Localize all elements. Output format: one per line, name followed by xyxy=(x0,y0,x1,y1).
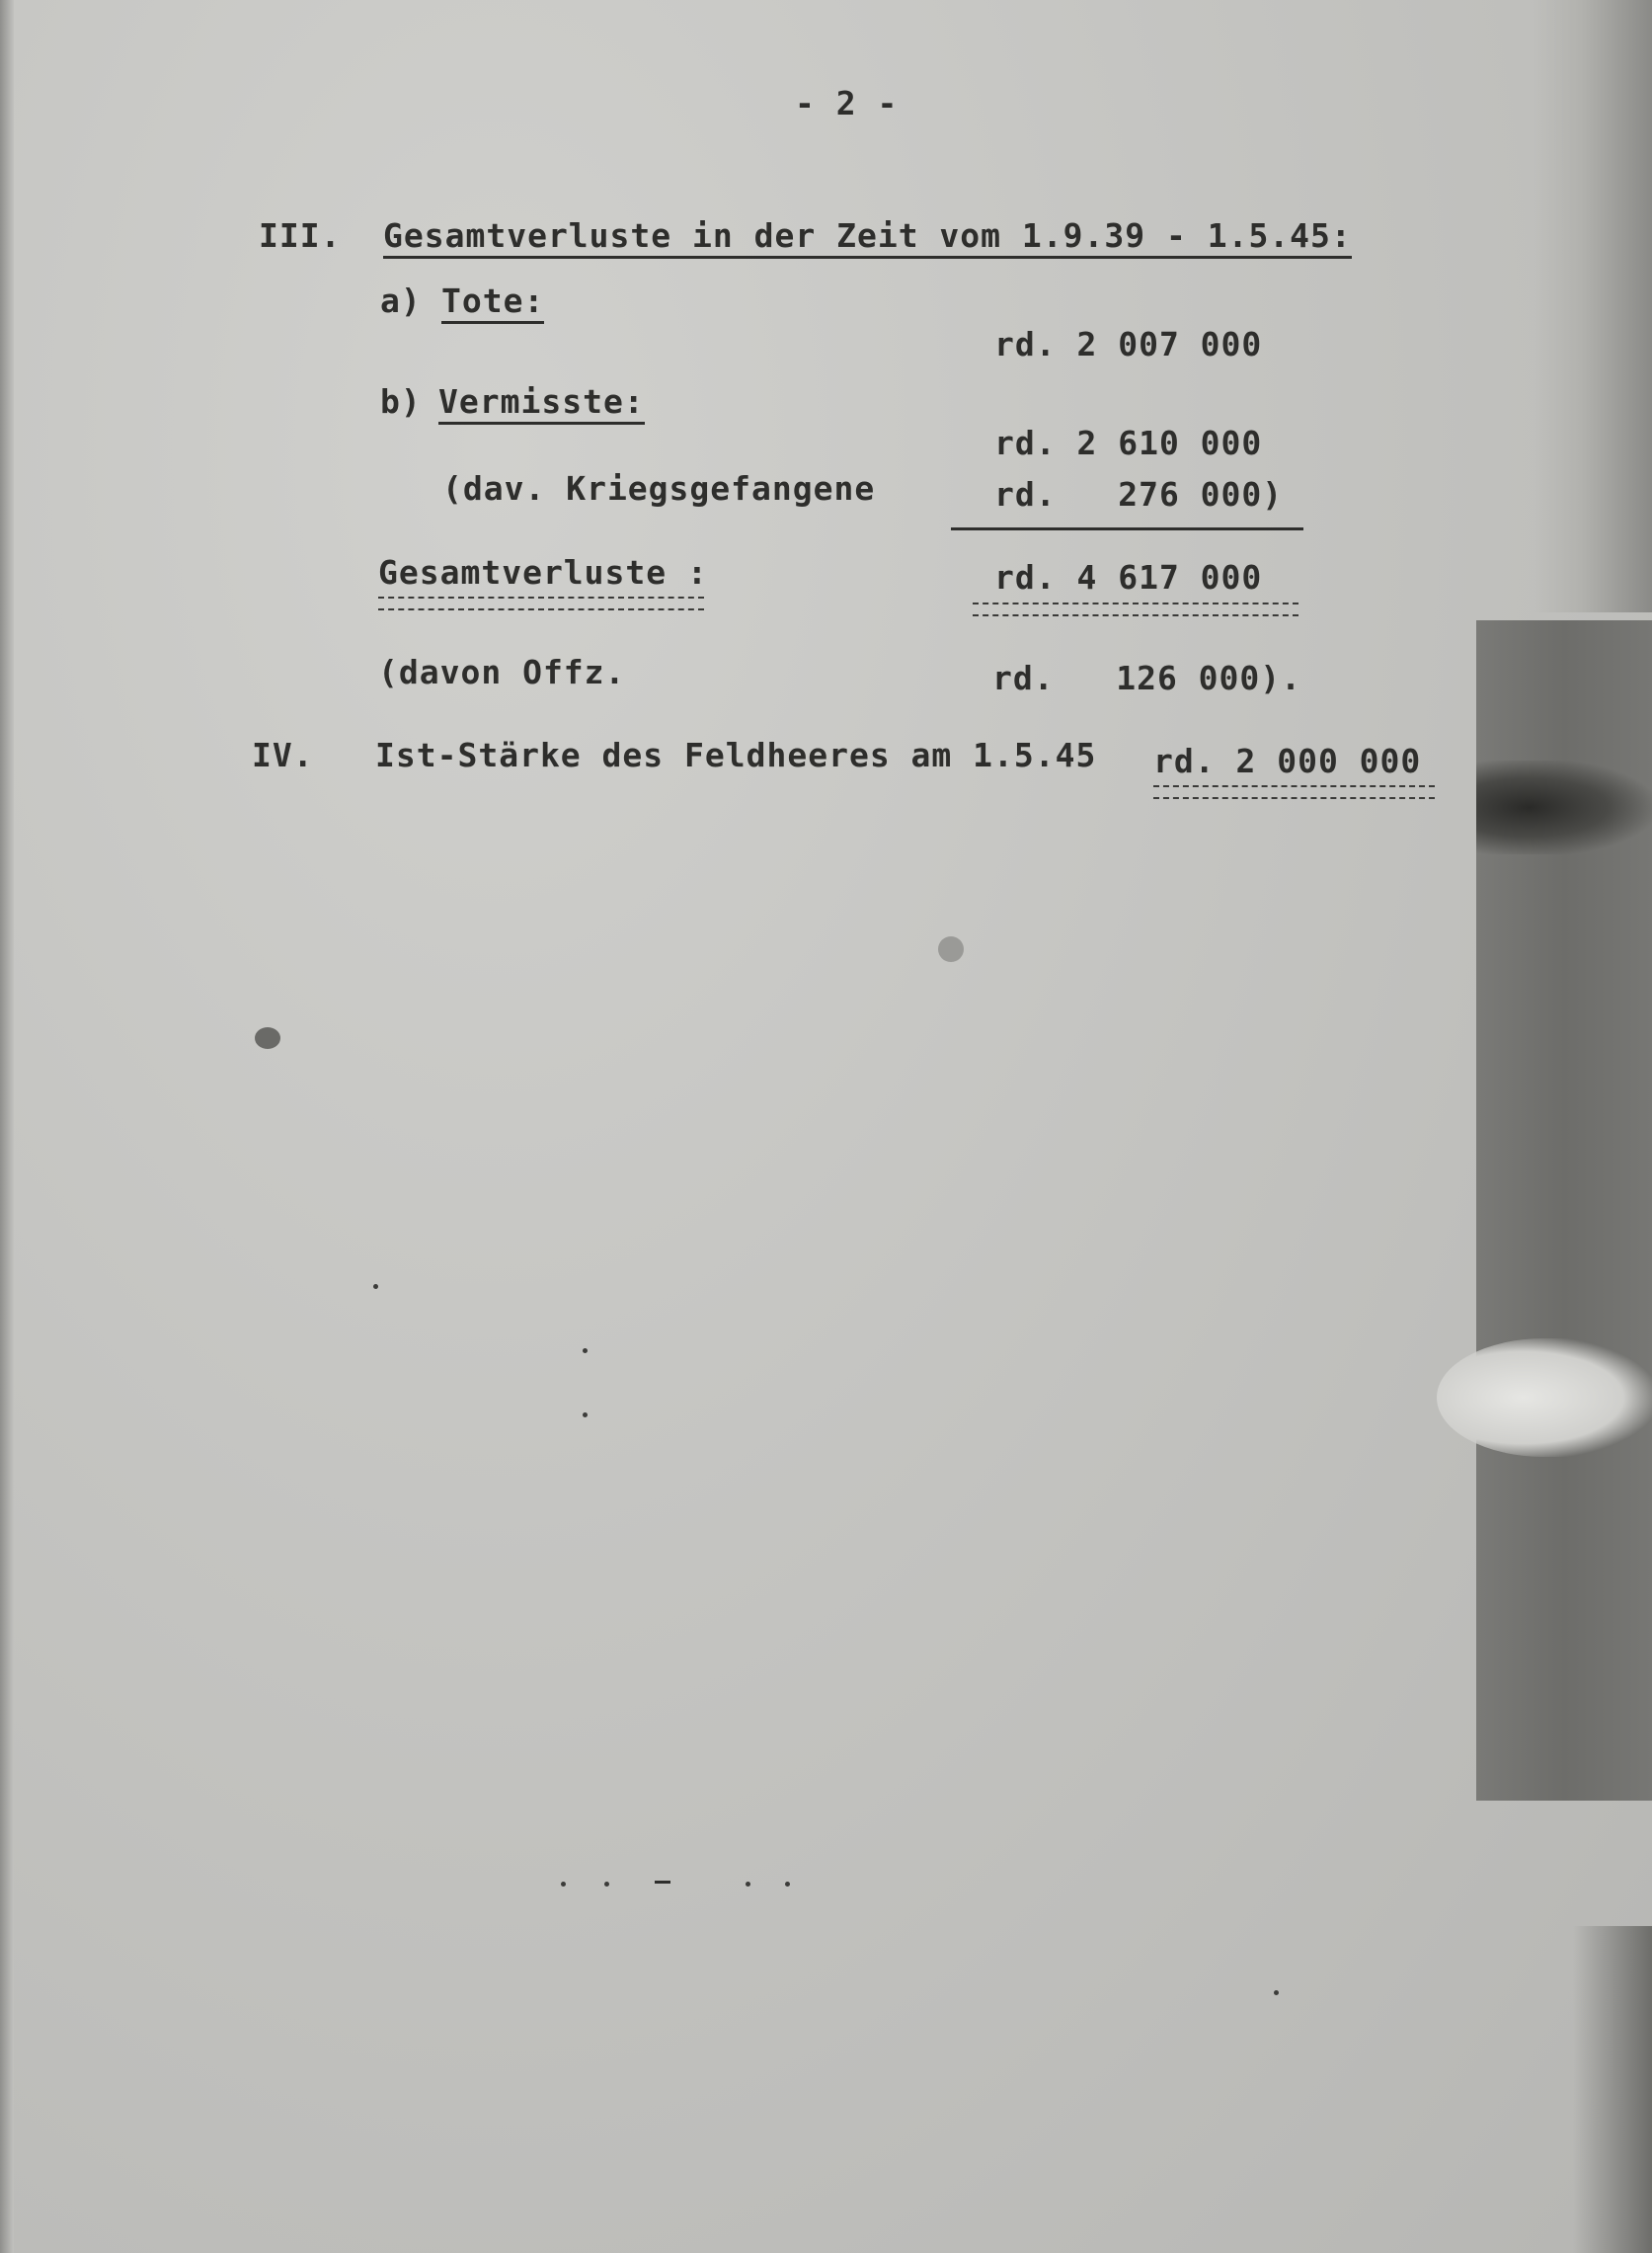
speck xyxy=(1274,1990,1279,1995)
pow-label: (dav. Kriegsgefangene xyxy=(442,469,876,508)
item-b-value: rd. 2 610 000 xyxy=(994,424,1263,462)
section-4-numeral: IV. xyxy=(252,736,314,774)
speck xyxy=(785,1882,790,1887)
page-number: - 2 - xyxy=(795,84,899,122)
speck-dash xyxy=(655,1881,670,1884)
speck xyxy=(561,1882,566,1887)
item-a-title: Tote: xyxy=(441,284,544,324)
section-3-heading: Gesamtverluste in der Zeit vom 1.9.39 - 1.5.45: xyxy=(383,219,1352,259)
officers-value: rd. 126 000). xyxy=(992,659,1302,697)
speck xyxy=(604,1882,609,1887)
item-a-value: rd. 2 007 000 xyxy=(994,325,1263,363)
page-left-edge xyxy=(0,0,14,2253)
speck xyxy=(583,1348,588,1353)
paper-clip-shadow xyxy=(1476,761,1652,854)
total-label-double-underline xyxy=(378,597,704,610)
speck xyxy=(746,1882,750,1887)
officers-label: (davon Offz. xyxy=(378,653,626,691)
section-4-double-underline xyxy=(1153,785,1435,799)
total-value: rd. 4 617 000 xyxy=(994,558,1263,597)
item-a-label: a) xyxy=(380,282,422,320)
total-label: Gesamtverluste : xyxy=(378,553,708,592)
sum-rule xyxy=(951,527,1303,530)
pow-value: rd. 276 000) xyxy=(994,475,1284,514)
section-4-label: Ist-Stärke des Feldheeres am 1.5.45 xyxy=(375,736,1097,774)
item-b-label: b) xyxy=(380,382,422,421)
page-bottom-shadow xyxy=(1573,1926,1652,2253)
section-4-value: rd. 2 000 000 xyxy=(1153,742,1422,780)
holding-thumb xyxy=(1437,1338,1652,1457)
stain-mark xyxy=(938,936,964,962)
page-curl-shadow xyxy=(1534,0,1652,612)
section-3-numeral: III. xyxy=(259,216,342,255)
stain-mark xyxy=(255,1027,280,1049)
speck xyxy=(373,1284,378,1289)
item-b-title: Vermisste: xyxy=(438,385,645,425)
speck xyxy=(583,1412,588,1417)
total-value-double-underline xyxy=(973,603,1298,616)
